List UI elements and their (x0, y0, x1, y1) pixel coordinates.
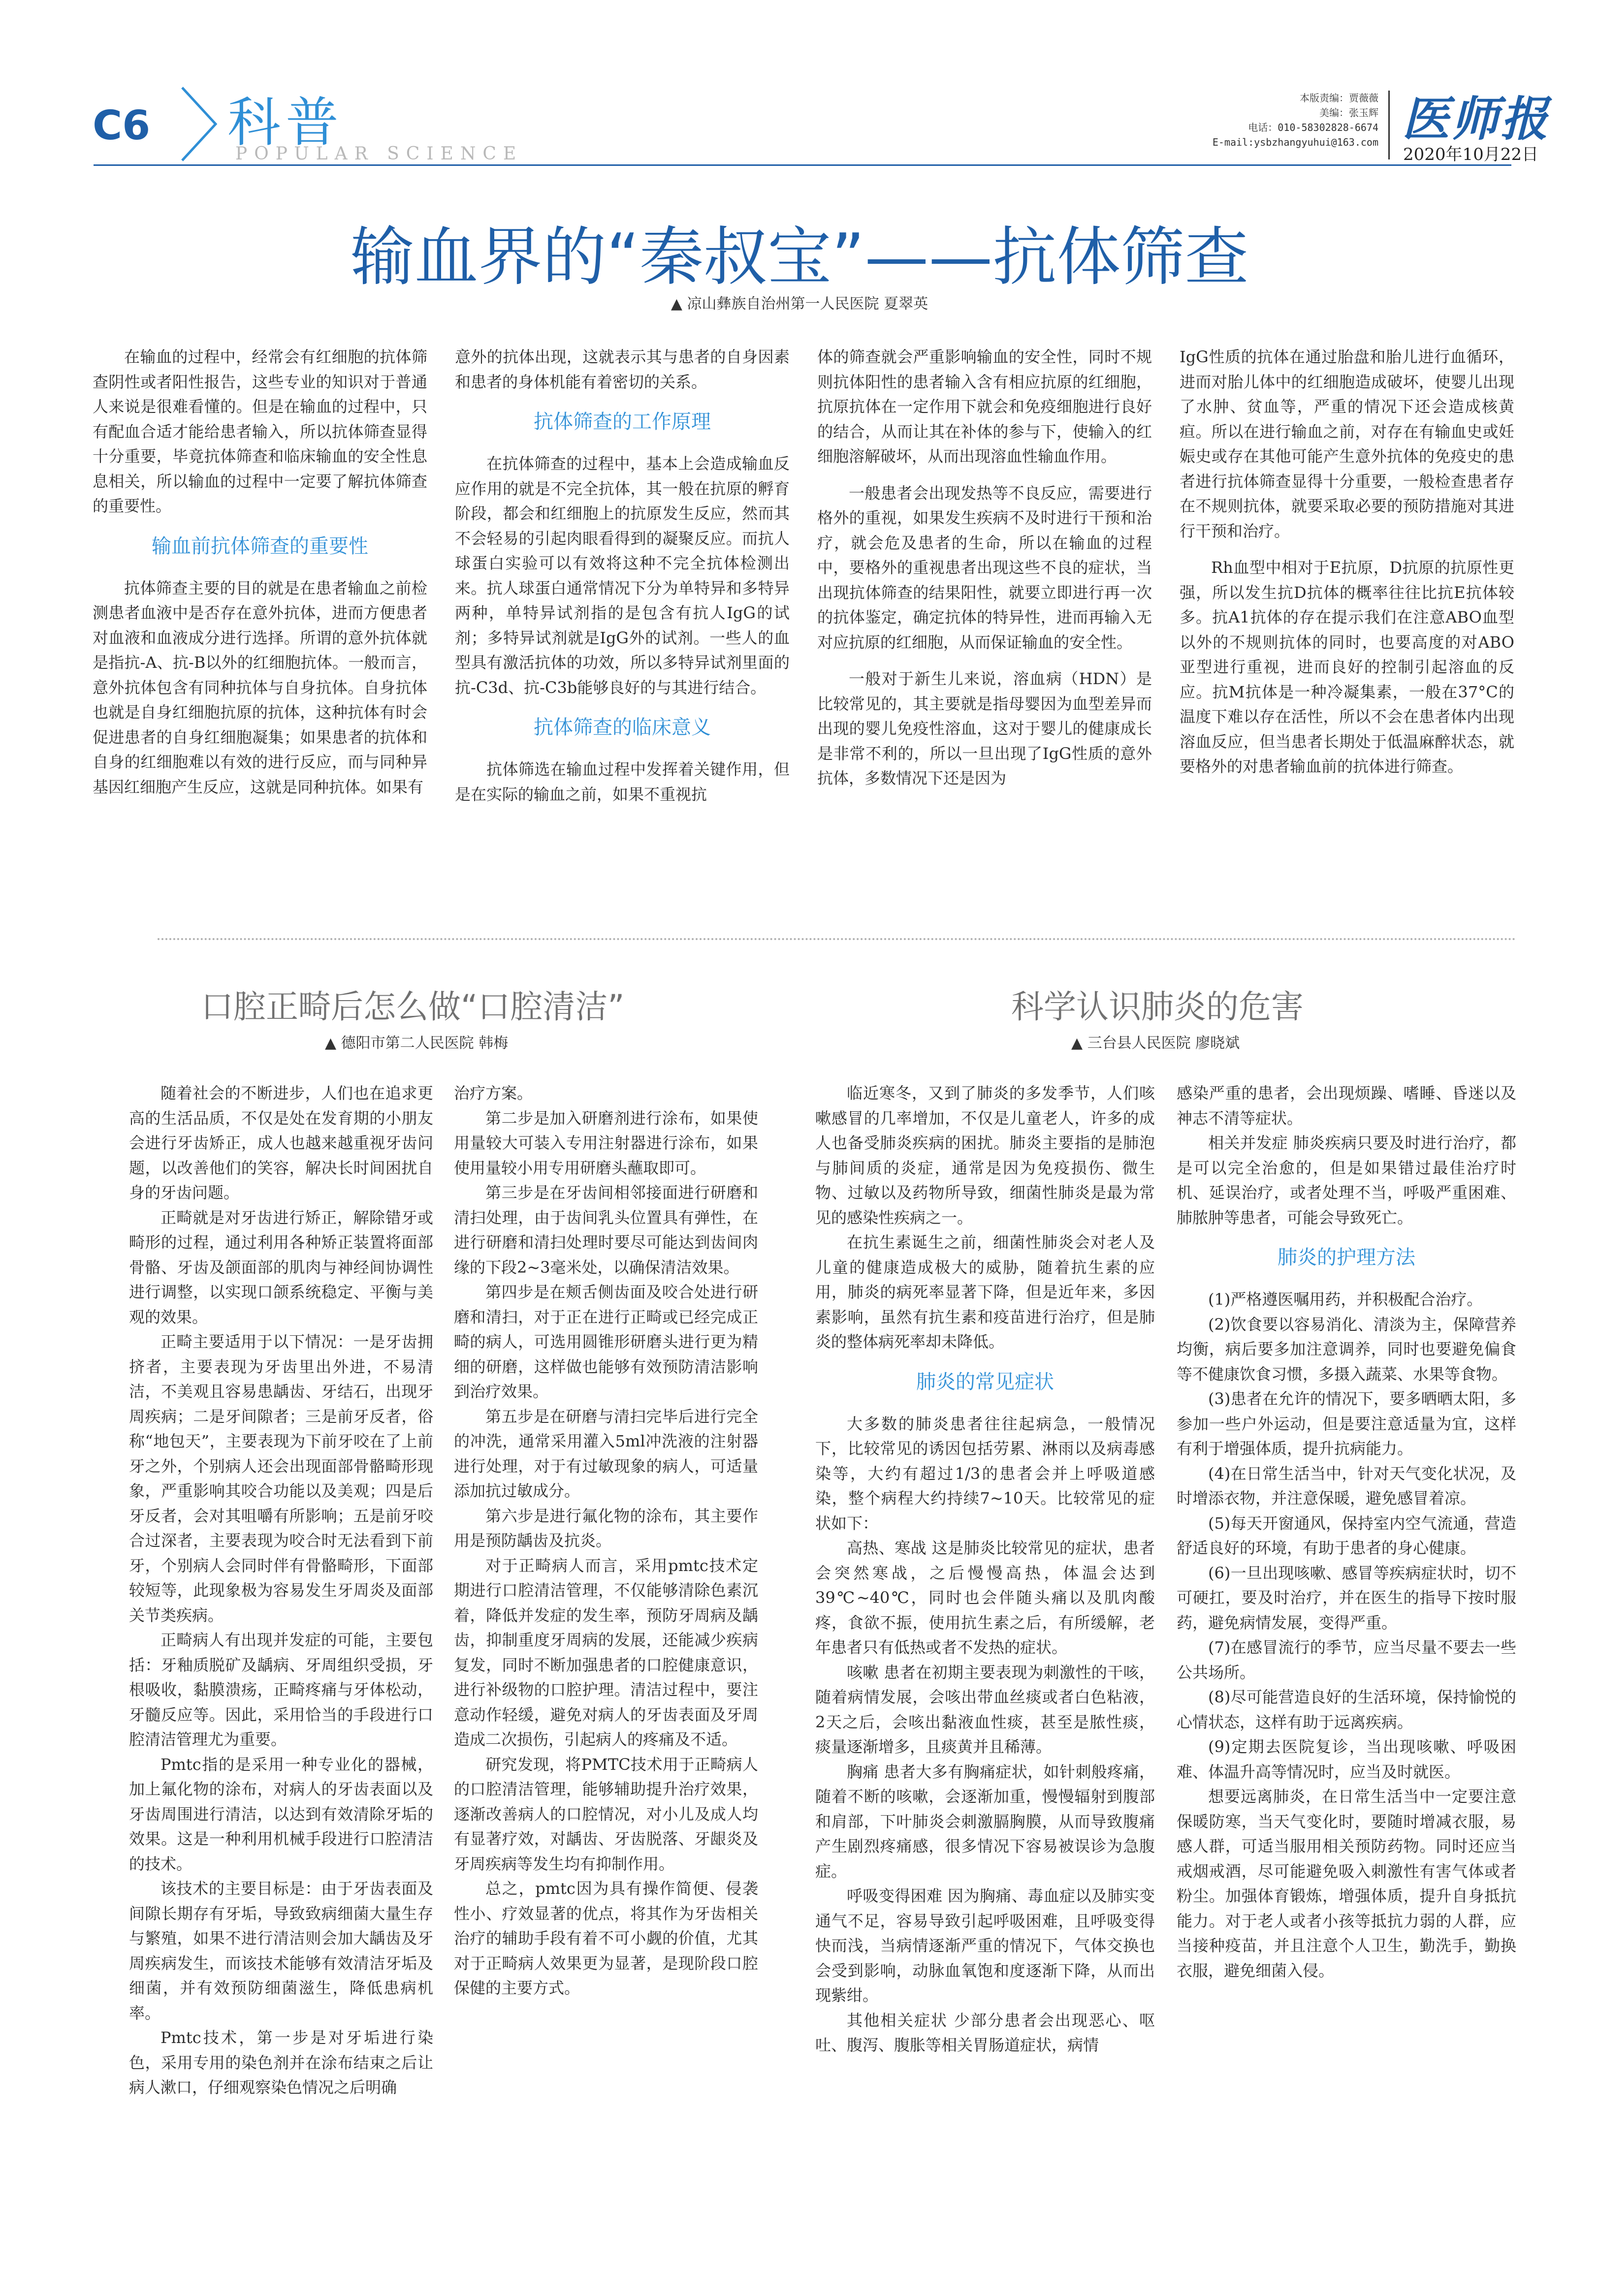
paragraph: 第五步是在研磨与清扫完毕后进行完全的冲洗，通常采用灌入5ml冲洗液的注射器进行处理，对于有过敏现象的病人，可适量添加抗过敏成分。 (454, 1407, 758, 1500)
article3-col1 (815, 1081, 1155, 2058)
paragraph: (2)饮食要以容易消化、清淡为主，保障营养均衡，病后要多加注意调养，同时也要避免偏食等不健康饮食习惯，多摄入蔬菜、水果等食物。 (1177, 1315, 1516, 1384)
paragraph: 呼吸变得困难 因为胸痛、毒血症以及肺实变通气不足，容易导致引起呼吸困难，且呼吸变得快而浅，当病情逐渐严重的情况下，气体交换也会受到影响，动脉血氧饱和度逐渐下降，从而出现紫绀。 (815, 1887, 1155, 2005)
header-rule (94, 164, 1511, 166)
article1-col2 (455, 345, 790, 807)
paragraph: 随着社会的不断进步，人们也在追求更高的生活品质，不仅是处在发育期的小朋友会进行牙齿矫正，成人也越来越重视牙齿问题，以改善他们的笑容，解决长时间困扰自身的牙齿问题。 (129, 1084, 433, 1202)
paragraph: 第四步是在颊舌侧齿面及咬合处进行研磨和清扫，对于正在进行正畸或已经完成正畸的病人，可选用圆锥形研磨头进行更为精细的研磨，这样做也能够有效预防清洁影响到治疗效果。 (454, 1283, 758, 1401)
subheading: 输血前抗体筛查的重要性 (152, 535, 368, 558)
paragraph: 总之，pmtc因为具有操作简便、侵袭性小、疗效显著的优点，将其作为牙齿相关治疗的辅助手段有着不可小觑的价值，尤其对于正畸病人效果更为显著，是现阶段口腔保健的主要方式。 (454, 1879, 758, 1997)
paragraph: Rh血型中相对于E抗原，D抗原的抗原性更强，所以发生抗D抗体的概率往往比抗E抗体较多。抗A1抗体的存在提示我们在注意ABO血型以外的不规则抗体的同时，也要高度的对ABO亚型进行重视，进而良好的控制引起溶血的反应。抗M抗体是一种冷凝集素，一般在37°C的温度下难以存在活性，所以不会在患者体内出现溶血反应，但当患者长期处于低温麻醉状态，就要格外的对患者输血前的抗体进行筛查。 (1180, 558, 1514, 776)
chevron-icon (177, 85, 222, 163)
paragraph: (8)尽可能营造良好的生活环境，保持愉悦的心情状态，这样有助于远离疾病。 (1177, 1688, 1516, 1731)
paragraph: 研究发现，将PMTC技术用于正畸病人的口腔清洁管理，能够辅助提升治疗效果，逐渐改善病人的口腔情况，对小儿及成人均有显著疗效，对龋齿、牙齿脱落、牙龈炎及牙周疾病等发生均有抑制作用。 (454, 1755, 758, 1873)
article1-title: 输血界的“秦叔宝”——抗体筛查 (350, 220, 1249, 294)
paragraph: 意外的抗体出现，这就表示其与患者的自身因素和患者的身体机能有着密切的关系。 (455, 347, 790, 391)
article1-col4 (1180, 345, 1514, 779)
paragraph: (1)严格遵医嘱用药，并积极配合治疗。 (1208, 1290, 1483, 1309)
article3-col2 (1177, 1081, 1516, 1983)
paragraph: 大多数的肺炎患者往往起病急，一般情况下，比较常见的诱因包括劳累、淋雨以及病毒感染等，大约有超过1/3的患者会并上呼吸道感染，整个病程大约持续7~10天。比较常见的症状如下： (815, 1414, 1155, 1533)
page-code: C6 (93, 102, 151, 149)
subheading: 抗体筛查的临床意义 (534, 716, 711, 739)
page-header (0, 0, 1599, 167)
paragraph: (5)每天开窗通风，保持室内空气流通，营造舒适良好的环境，有助于患者的身心健康。 (1177, 1513, 1516, 1557)
paragraph: 正畸主要适用于以下情况：一是牙齿拥挤者，主要表现为牙齿里出外进，不易清洁，不美观且容易患龋齿、牙结石，出现牙周疾病；二是牙间隙者；三是前牙反者，俗称“地包天”，主要表现为下前牙咬在了上前牙之外，个别病人还会出现面部骨骼畸形现象，严重影响其咬合功能以及美观；四是后牙反者，会对其咀嚼有所影响；五是前牙咬合过深者，主要表现为咬合时无法看到下前牙，个别病人会同时伴有骨骼畸形，下面部较短等，此现象极为容易发生牙周炎及面部关节类疾病。 (129, 1332, 433, 1625)
email: E-mail:ysbzhangyuhui@163.com (1212, 136, 1378, 148)
paragraph: Pmtc技术，第一步是对牙垢进行染色，采用专用的染色剂并在涂布结束之后让病人漱口，仔细观察染色情况之后明确 (129, 2028, 433, 2097)
section-divider (158, 938, 1516, 940)
paragraph: (9)定期去医院复诊，当出现咳嗽、呼吸困难、体温升高等情况时，应当及时就医。 (1177, 1737, 1516, 1781)
designer: 美编：张玉辉 (1319, 107, 1378, 119)
article2-col2 (454, 1081, 758, 2001)
paragraph: 一般患者会出现发热等不良反应，需要进行格外的重视，如果发生疾病不及时进行干预和治疗，就会危及患者的生命，所以在输血的过程中，要格外的重视患者出现这些不良的症状，当出现抗体筛查的结果阳性，就要立即进行再一次的抗体鉴定，确定抗体的特异性，进而再输入无对应抗原的红细胞，从而保证输血的安全性。 (817, 483, 1152, 652)
paragraph: (4)在日常生活当中，针对天气变化状况，及时增添衣物，并注意保暖，避免感冒着凉。 (1177, 1464, 1516, 1508)
paragraph: 正畸病人有出现并发症的可能，主要包括：牙釉质脱矿及龋病、牙周组织受损，牙根吸收，黏膜溃疡，正畸疼痛与牙体松动，牙髓反应等。因此，采用恰当的手段进行口腔清洁管理尤为重要。 (129, 1631, 433, 1749)
paragraph: 在抗生素诞生之前，细菌性肺炎会对老人及儿童的健康造成极大的威胁，随着抗生素的应用，肺炎的病死率显著下降，但是近年来，多因素影响，虽然有抗生素和疫苗进行治疗，但是肺炎的整体病死率却未降低。 (815, 1233, 1155, 1351)
article3-title: 科学认识肺炎的危害 (1011, 988, 1304, 1026)
section-title: 科普 (227, 92, 344, 154)
article1-col1 (93, 345, 427, 799)
paragraph: 胸痛 患者大多有胸痛症状，如针刺般疼痛，随着不断的咳嗽，会逐渐加重，慢慢辐射到腹部和肩部，下叶肺炎会刺激膈胸膜，从而导致腹痛产生剧烈疼痛感，很多情况下容易被误诊为急腹症。 (815, 1762, 1155, 1881)
article3-byline: ▲ 三台县人民医院 廖晓斌 (1071, 1035, 1240, 1052)
paragraph: 想要远离肺炎，在日常生活当中一定要注意保暖防寒，当天气变化时，要随时增减衣服，易感人群，可适当服用相关预防药物。同时还应当戒烟戒酒，尽可能避免吸入刺激性有害气体或者粉尘。加强体育锻炼，增强体质，提升自身抵抗能力。对于老人或者小孩等抵抗力弱的人群，应当接种疫苗，并且注意个人卫生，勤洗手，勤换衣服，避免细菌入侵。 (1177, 1787, 1516, 1980)
article1-byline: ▲ 凉山彝族自治州第一人民医院 夏翠英 (671, 295, 928, 313)
paragraph: 体的筛查就会严重影响输血的安全性，同时不规则抗体阳性的患者输入含有相应抗原的红细胞，抗原抗体在一定作用下就会和免疫细胞进行良好的结合，从而让其在补体的参与下，使输入的红细胞溶解破坏，从而出现溶血性输血作用。 (817, 347, 1152, 466)
paragraph: 在输血的过程中，经常会有红细胞的抗体筛查阴性或者阳性报告，这些专业的知识对于普通人来说是很难看懂的。但是在输血的过程中，只有配血合适才能给患者输入，所以抗体筛查显得十分重要，毕竟抗体筛查和临床输血的安全性息息相关，所以输血的过程中一定要了解抗体筛查的重要性。 (93, 347, 427, 515)
paragraph: 抗体筛查主要的目的就是在患者输血之前检测患者血液中是否存在意外抗体，进而方便患者对血液和血液成分进行选择。所谓的意外抗体就是指抗-A、抗-B以外的红细胞抗体。一般而言，意外抗体包含有同种抗体与自身抗体。自身抗体也就是自身红细胞抗原的抗体，这种抗体有时会促进患者的自身红细胞凝集；如果患者的抗体和自身的红细胞难以有效的进行反应，而与同种异基因红细胞产生反应，这就是同种抗体。如果有 (93, 578, 427, 796)
subheading: 肺炎的护理方法 (1278, 1246, 1415, 1269)
paragraph: 高热、寒战 这是肺炎比较常见的症状，患者会突然寒战，之后慢慢高热，体温会达到39℃~40℃，同时也会伴随头痛以及肌肉酸疼，食欲不振，使用抗生素之后，有所缓解，老年患者只有低热或者不发热的症状。 (815, 1539, 1155, 1657)
phone: 电话：010-58302828-6674 (1248, 122, 1378, 133)
paragraph: 一般对于新生儿来说，溶血病（HDN）是比较常见的，其主要就是指母婴因为血型差异而出现的婴儿免疫性溶血，这对于婴儿的健康成长是非常不利的，所以一旦出现了IgG性质的意外抗体，多数情况下还是因为 (817, 669, 1152, 787)
paragraph: 对于正畸病人而言，采用pmtc技术定期进行口腔清洁管理，不仅能够清除色素沉着，降低并发症的发生率，预防牙周病及龋齿，抑制重度牙周病的发展，还能减少疾病复发，同时不断加强患者的口腔健康意识，进行补级物的口腔护理。清洁过程中，要注意动作轻缓，避免对病人的牙齿表面及牙周造成二次损伤，引起病人的疼痛及不适。 (454, 1556, 758, 1749)
paragraph: 第二步是加入研磨剂进行涂布，如果使用量较大可装入专用注射器进行涂布，如果使用量较小用专用研磨头蘸取即可。 (454, 1108, 758, 1177)
paragraph: 临近寒冬，又到了肺炎的多发季节，人们咳嗽感冒的几率增加，不仅是儿童老人，许多的成人也备受肺炎疾病的困扰。肺炎主要指的是肺泡与肺间质的炎症，通常是因为免疫损伤、微生物、过敏以及药物所导致，细菌性肺炎是最为常见的感染性疾病之一。 (815, 1084, 1155, 1227)
masthead-logo: 医师报 (1402, 91, 1550, 147)
paragraph: (6)一旦出现咳嗽、感冒等疾病症状时，切不可硬扛，要及时治疗，并在医生的指导下按时服药，避免病情发展，变得严重。 (1177, 1563, 1516, 1632)
paragraph: 第三步是在牙齿间相邻接面进行研磨和清扫处理，由于齿间乳头位置具有弹性，在进行研磨和清扫处理时要尽可能达到齿间肉缘的下段2~3毫米处，以确保清洁效果。 (454, 1183, 758, 1277)
paragraph: 其他相关症状 少部分患者会出现恶心、呕吐、腹泻、腹胀等相关胃肠道症状，病情 (815, 2011, 1155, 2054)
paragraph: 第六步是进行氟化物的涂布，其主要作用是预防龋齿及抗炎。 (454, 1506, 758, 1550)
paragraph: 抗体筛选在输血过程中发挥着关键作用，但是在实际的输血之前，如果不重视抗 (455, 760, 790, 804)
paragraph: Pmtc指的是采用一种专业化的器械，加上氟化物的涂布，对病人的牙齿表面以及牙齿周围进行清洁，以达到有效清除牙垢的效果。这是一种利用机械手段进行口腔清洁的技术。 (129, 1755, 433, 1873)
editor-info (1191, 91, 1378, 150)
subheading: 肺炎的常见症状 (916, 1370, 1054, 1393)
section-subtitle: POPULAR SCIENCE (235, 144, 523, 164)
paragraph: 该技术的主要目标是：由于牙齿表面及间隙长期存有牙垢，导致致病细菌大量生存与繁殖，如果不进行清洁则会加大龋齿及牙周疾病发生，而该技术能够有效清洁牙垢及细菌，并有效预防细菌滋生，降低患病机率。 (129, 1879, 433, 2022)
article2-col1 (129, 1081, 433, 2100)
paragraph: IgG性质的抗体在通过胎盘和胎儿进行血循环，进而对胎儿体中的红细胞造成破坏，使婴儿出现了水肿、贫血等，严重的情况下还会造成核黄疸。所以在进行输血之前，对存在有输血史或妊娠史或存在其他可能产生意外抗体的免疫史的患者进行抗体筛查显得十分重要，一般检查患者存在不规则抗体，就要采取必要的预防措施对其进行干预和治疗。 (1180, 347, 1514, 540)
paragraph: 治疗方案。 (454, 1084, 533, 1102)
paragraph: 咳嗽 患者在初期主要表现为刺激性的干咳，随着病情发展，会咳出带血丝痰或者白色粘液，2天之后，会咳出黏液血性痰，甚至是脓性痰，痰量逐渐增多，且痰黄并且稀薄。 (815, 1663, 1155, 1756)
paragraph: 在抗体筛查的过程中，基本上会造成输血反应作用的就是不完全抗体，其一般在抗原的孵育阶段，都会和红细胞上的抗原发生反应，然而其不会轻易的引起肉眼看得到的凝聚反应。而抗人球蛋白实验可以有效将这种不完全抗体检测出来。抗人球蛋白通常情况下分为单特异和多特异两种，单特异试剂指的是包含有抗人IgG的试剂；多特异试剂就是IgG外的试剂。一些人的血型具有激活抗体的功效，所以多特异试剂里面的抗-C3d、抗-C3b能够良好的与其进行结合。 (455, 454, 790, 697)
paragraph: (3)患者在允许的情况下，要多晒晒太阳，多参加一些户外运动，但是要注意适量为宜，这样有利于增强体质，提升抗病能力。 (1177, 1389, 1516, 1458)
header-divider (1388, 91, 1390, 159)
article2-byline: ▲ 德阳市第二人民医院 韩梅 (325, 1035, 509, 1052)
paragraph: 相关并发症 肺炎疾病只要及时进行治疗，都是可以完全治愈的，但是如果错过最佳治疗时机、延误治疗，或者处理不当，呼吸严重困难、肺脓肿等患者，可能会导致死亡。 (1177, 1133, 1516, 1227)
editor: 本版责编：贾薇薇 (1300, 92, 1378, 104)
article1-col3 (817, 345, 1152, 791)
issue-date: 2020年10月22日 (1403, 145, 1539, 164)
paragraph: 正畸就是对牙齿进行矫正，解除错牙或畸形的过程，通过利用各种矫正装置将面部骨骼、牙齿及颌面部的肌肉与神经间协调性进行调整，以实现口颌系统稳定、平衡与美观的效果。 (129, 1208, 433, 1326)
subheading: 抗体筛查的工作原理 (534, 410, 711, 433)
paragraph: 感染严重的患者，会出现烦躁、嗜睡、昏迷以及神志不清等症状。 (1177, 1084, 1516, 1128)
article2-title: 口腔正畸后怎么做“口腔清洁” (201, 988, 625, 1026)
paragraph: (7)在感冒流行的季节，应当尽量不要去一些公共场所。 (1177, 1638, 1516, 1682)
